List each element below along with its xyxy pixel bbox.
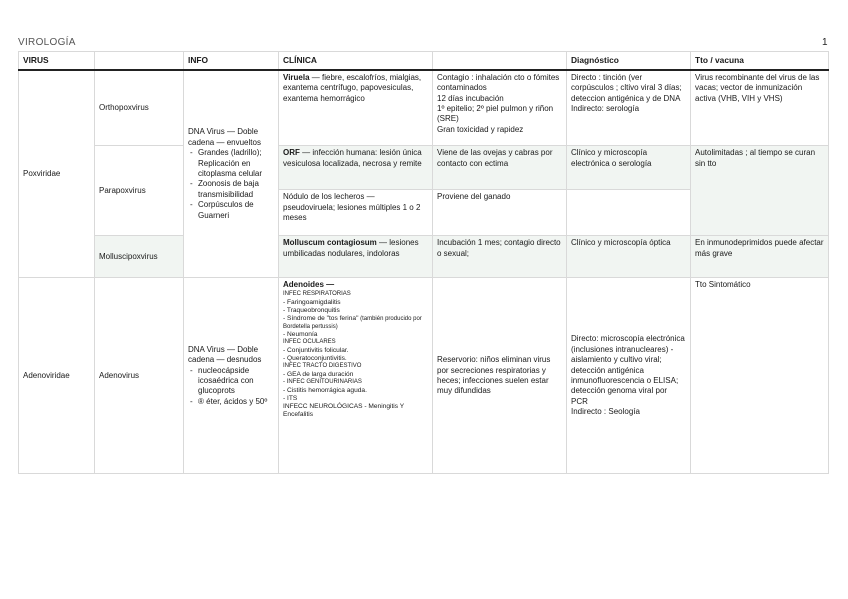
table-row [19, 236, 829, 278]
list-item: - nucleocápside icosaédrica con glucoprots [198, 366, 274, 397]
clinica-adeno-line [283, 315, 428, 332]
adeno-info-list [188, 366, 274, 408]
clinica-molluscum [279, 236, 433, 278]
header-genus [95, 52, 184, 70]
clinica-viruela [279, 70, 433, 146]
header-diagnostico: Diagnóstico [567, 52, 691, 70]
header-virus: VIRUS [19, 52, 95, 70]
clinica-adeno-line [283, 403, 428, 419]
genus-molluscipoxvirus: Molluscipoxvirus [95, 236, 184, 278]
clinica-adeno-line [283, 379, 428, 387]
clinica-adeno-line-note: (también producido por Bordetella pertussis) [283, 315, 422, 330]
clinica-adeno-line-text: INFECC NEUROLÓGICAS - Meningitis Y Encefalitis [283, 402, 405, 418]
diag-adeno-line: Indirecto : Seología [571, 407, 640, 417]
pox-info-list [188, 148, 274, 221]
clinica-adeno-line [283, 371, 428, 379]
clinica-adeno-line-text: - Faringoamigdalitis [283, 298, 341, 306]
trans-adenovirus: Reservorio: niños eliminan virus por secreciones respiratorias y heces; infecciones suelen estar muy difundidas [433, 278, 567, 474]
clinica-adeno-line [283, 331, 428, 339]
diag-viruela [567, 70, 691, 146]
clinica-adeno-line-text: - Neumonía [283, 331, 318, 339]
clinica-adeno-line-text: INFEC OCULARES [283, 339, 336, 346]
header-tto-vacuna: Tto / vacuna [691, 52, 829, 70]
family-poxviridae: Poxviridae [19, 70, 95, 278]
diag-molluscum: Clínico y microscopía óptica [567, 236, 691, 278]
list-item: - Zoonosis de baja transmisibilidad [198, 179, 274, 200]
trans-orf: Viene de las ovejas y cabras por contacto con ectima [433, 146, 567, 190]
diag-nodulo-lecheros [567, 190, 691, 236]
diag-orf: Clínico y microscopía electrónica o serología [567, 146, 691, 190]
clinica-adeno-line [283, 395, 428, 403]
clinica-adeno-line [283, 363, 428, 371]
adeno-info-cell [184, 278, 279, 474]
list-item: - Corpúsculos de Guarneri [198, 200, 274, 221]
clinica-adeno-line [283, 355, 428, 363]
trans-viruela-line: Gran toxicidad y rapidez [437, 124, 524, 134]
clinica-adeno-line [283, 347, 428, 355]
pox-info-cell [184, 70, 279, 278]
genus-parapoxvirus: Parapoxvirus [95, 146, 184, 236]
trans-viruela-line: 1º epitelio; 2º piel pulmon y riñon (SRE) [437, 104, 554, 124]
tto-orf: Autolimitadas ; al tiempo se curan sin tto [691, 146, 829, 236]
clinica-molluscum-text: — lesiones umbilicadas nodulares, indoloras [283, 238, 419, 258]
trans-viruela [433, 70, 567, 146]
clinica-adeno-line [283, 339, 428, 347]
clinica-adeno-line [283, 387, 428, 395]
family-adenoviridae: Adenoviridae [19, 278, 95, 474]
genus-orthopoxvirus: Orthopoxvirus [95, 70, 184, 146]
diag-adeno-line: Directo: microscopía electrónica (inclusiones intranucleares) - aislamiento y cultivo viral; detección antigénica inmunofluorescencia o ELISA; detección genoma viral por PCR [571, 334, 685, 406]
table-row [19, 70, 829, 146]
clinica-adenovirus [279, 278, 433, 474]
trans-viruela-line: Contagio : inhalación cto o fómites contaminados [437, 72, 560, 93]
list-item: - Grandes (ladrillo); Replicación en citoplasma celular [198, 148, 274, 179]
clinica-adeno-line-text: - Síndrome de "tos ferina" [283, 314, 359, 322]
list-item: - ® éter, ácidos y 50º [198, 397, 274, 407]
table-header-row [19, 52, 829, 70]
table-row [19, 278, 829, 474]
clinica-adeno-line-text: - Queratoconjuntivitis. [283, 355, 347, 363]
trans-viruela-line: 12 días incubación [437, 93, 504, 103]
clinica-molluscum-title: Molluscum contagiosum [283, 238, 377, 248]
clinica-adeno-line-text: - ITS [283, 394, 298, 402]
clinica-viruela-text: — fiebre, escalofríos, mialgias, exantema centrífugo, papovesiculas, exantema hemorrágico [283, 72, 422, 103]
tto-viruela: Virus recombinante del virus de las vacas; vector de inmunización activa (VHB, VIH y VHS) [691, 70, 829, 146]
clinica-orf-title: ORF [283, 148, 300, 158]
clinica-adeno-line [283, 299, 428, 307]
clinica-adeno-line-text: - Cistitis hemorrágica aguda. [283, 386, 367, 394]
clinica-orf [279, 146, 433, 190]
trans-nodulo-lecheros: Proviene del ganado [433, 190, 567, 236]
header-clinica: CLÍNICA [279, 52, 433, 70]
clinica-orf-text: — infección humana: lesión única vesiculosa localizada, necrosa y remite [283, 148, 422, 168]
clinica-viruela-title: Viruela [283, 72, 310, 82]
tto-molluscum: En inmunodeprimidos puede afectar más grave [691, 236, 829, 278]
diag-viruela-line: Directo : tinción (ver corpúsculos ; cltivo viral 3 días; deteccion antigénica y de DNA [571, 72, 682, 103]
clinica-adeno-line [283, 307, 428, 315]
tto-adenovirus: Tto Sintomático [691, 278, 829, 474]
clinica-adeno-title: Adenoides — [283, 280, 335, 290]
clinica-adeno-line [283, 291, 428, 299]
table-row [19, 146, 829, 190]
genus-adenovirus: Adenovirus [95, 278, 184, 474]
clinica-adeno-line-text: INFEC TRACTO DIGESTIVO [283, 363, 362, 370]
clinica-adeno-line-text: - Conjuntivitis folicular. [283, 347, 349, 355]
pox-info-intro: DNA Virus — Doble cadena — envueltos [188, 127, 261, 147]
adeno-info-intro: DNA Virus — Doble cadena — desnudos [188, 344, 262, 365]
header-transmission [433, 52, 567, 70]
clinica-adeno-line-text: INFEC RESPIRATORIAS [283, 290, 351, 297]
diag-viruela-line: Indirecto: serología [571, 104, 640, 114]
clinica-adeno-line-text: - Traqueobronquitis [283, 306, 340, 314]
document-title: VIROLOGÍA [18, 37, 76, 48]
clinica-adeno-list [283, 291, 428, 419]
trans-molluscum: Incubación 1 mes; contagio directo o sexual; [433, 236, 567, 278]
clinica-nodulo-lecheros: Nódulo de los lecheros — pseudoviruela; lesiones múltiples 1 o 2 meses [279, 190, 433, 236]
clinica-adeno-line-text: - INFEC GENITOURINARIAS [283, 379, 362, 386]
page-number: 1 [822, 37, 828, 48]
clinica-adeno-line-text: - GEA de larga duración [283, 370, 354, 378]
diag-adenovirus [567, 278, 691, 474]
header-info: INFO [184, 52, 279, 70]
virology-table [18, 51, 829, 474]
